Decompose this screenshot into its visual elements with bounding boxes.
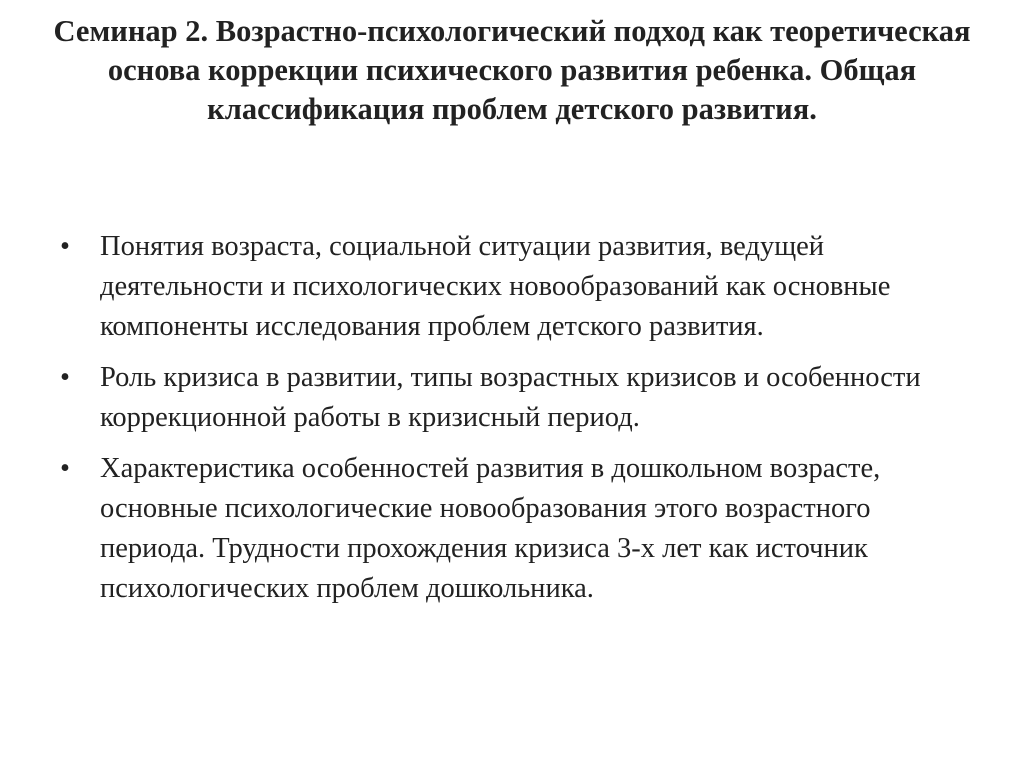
bullet-item [60, 449, 960, 609]
bullet-text: Характеристика особенностей развития в дошкольном возрасте, основные психологические новообразования этого возрастного периода. Трудности прохождения кризиса 3-х лет как источник психологических проблем дошкольника. [100, 453, 881, 604]
bullet-text: Понятия возраста, социальной ситуации развития, ведущей деятельности и психологических новообразований как основные компоненты исследования проблем детского развития. [100, 231, 891, 342]
bullet-item [60, 358, 960, 438]
bullet-list [60, 227, 960, 620]
bullet-text: Роль кризиса в развитии, типы возрастных кризисов и особенности коррекционной работы в кризисный период. [100, 362, 921, 433]
slide-title: Семинар 2. Возрастно-психологический подход как теоретическая основа коррекции психического развития ребенка. Общая классификация проблем детского развития. [53, 14, 971, 126]
bullet-icon: • [60, 362, 70, 393]
bullet-icon: • [60, 453, 70, 484]
bullet-icon: • [60, 231, 70, 262]
bullet-item [60, 227, 960, 347]
